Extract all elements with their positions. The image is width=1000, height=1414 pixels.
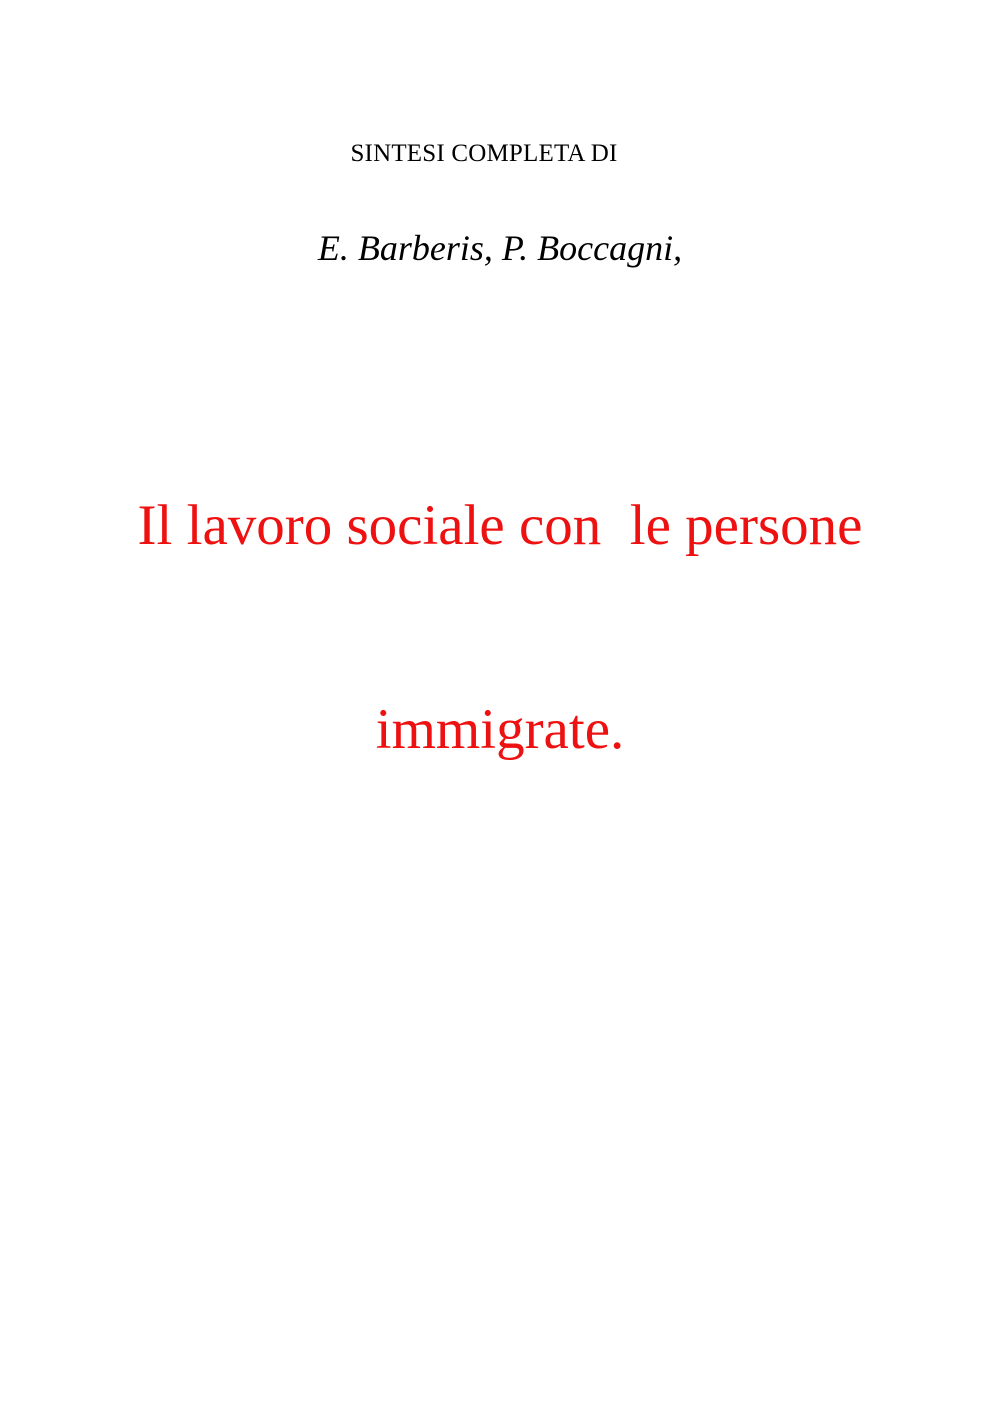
title-line-1: Il lavoro sociale con le persone <box>137 494 863 557</box>
title-line-2: immigrate. <box>375 698 625 761</box>
summary-heading: SINTESI COMPLETA DI <box>350 140 618 167</box>
document-title <box>40 356 960 900</box>
authors-line: E. Barberis, P. Boccagni, <box>317 228 683 268</box>
